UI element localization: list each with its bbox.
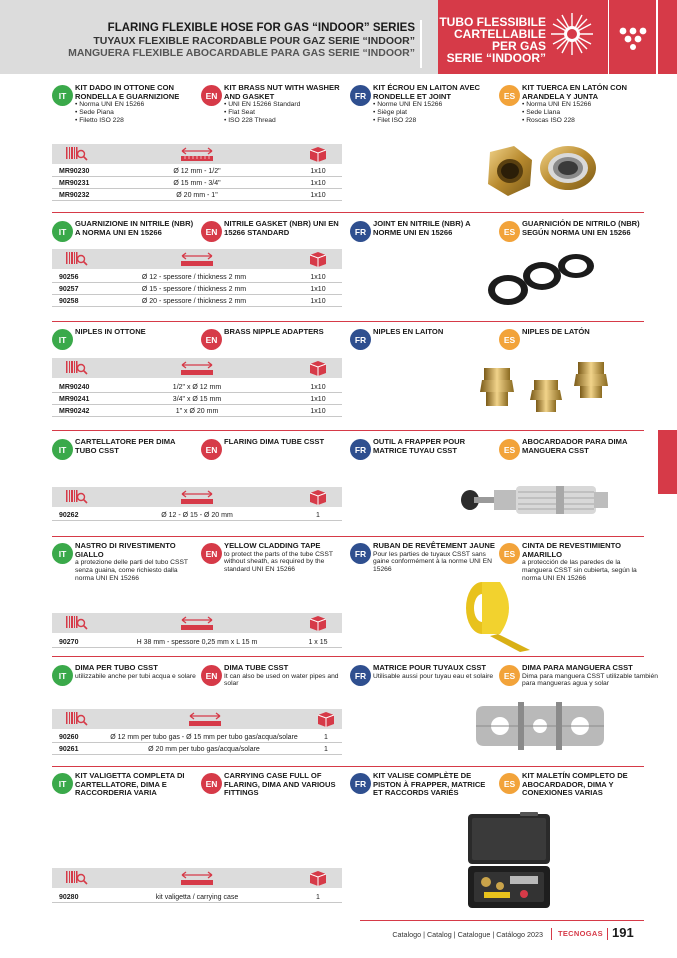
nitrile-gasket-image bbox=[482, 250, 600, 312]
sec4-title-it: CARTELLATORE PER DIMA TUBO CSST bbox=[75, 437, 176, 455]
page-number: 191 bbox=[612, 925, 634, 940]
sec4-lang-en bbox=[201, 438, 346, 460]
sec6-lang-it bbox=[52, 664, 197, 686]
table-row: 90261 Ø 20 mm per tubo gas/acqua/solare 1 bbox=[52, 744, 342, 755]
page-footer bbox=[0, 924, 677, 944]
measure-icon bbox=[180, 146, 214, 162]
barcode-icon bbox=[66, 615, 88, 631]
sec2-lang-es bbox=[499, 220, 644, 242]
measure-icon bbox=[180, 615, 214, 631]
header-titles bbox=[68, 22, 415, 60]
lang-badge-es: ES bbox=[499, 329, 520, 350]
sec6-text-es: Dima para manguera CSST utilizable también para mangueras agua y solar bbox=[522, 672, 658, 688]
measure-icon bbox=[180, 489, 214, 505]
measure-icon bbox=[180, 251, 214, 267]
sec5-lang-it bbox=[52, 542, 197, 582]
sec4-title-en: FLARING DIMA TUBE CSST bbox=[224, 437, 325, 446]
sec2-lang-fr bbox=[350, 220, 495, 242]
sec1-lang-it bbox=[52, 84, 197, 124]
lang-badge-en: EN bbox=[201, 329, 222, 350]
sec2-title-en: NITRILE GASKET (NBR) UNI EN 15266 STANDARD bbox=[224, 219, 339, 237]
measure-icon bbox=[188, 711, 222, 727]
lang-badge-es: ES bbox=[499, 85, 520, 106]
sec3-lang-es bbox=[499, 328, 644, 350]
sec1-lang-en bbox=[201, 84, 346, 124]
footer-catalog-label: Catalogo | Catalog | Catalogue | Catálogo 2023 bbox=[392, 930, 543, 939]
sec7-lang-en bbox=[201, 772, 346, 798]
sec1-title-it: KIT DADO IN OTTONE CON RONDELLA E GUARNIZIONE bbox=[75, 83, 180, 101]
sec1-bullets-en: • UNI EN 15266 Standard • Flat Seat • ISO 228 Thread bbox=[224, 101, 346, 124]
sec7-lang-fr bbox=[350, 772, 495, 798]
sec5-lang-en bbox=[201, 542, 346, 574]
barcode-icon bbox=[66, 711, 88, 727]
footer-brand: TECNOGAS bbox=[558, 929, 603, 938]
lang-badge-it: IT bbox=[52, 85, 73, 106]
sec5-text-en: to protect the parts of the tube CSST without sheath, as required by the standard UNI EN 15266 bbox=[224, 550, 333, 574]
sec3-table-header bbox=[52, 358, 342, 378]
lang-badge-fr: FR bbox=[350, 665, 371, 686]
header-category-label: TUBO FLESSIBILE CARTELLABILE PER GAS SERIE “INDOOR” bbox=[439, 15, 546, 65]
lang-badge-it: IT bbox=[52, 329, 73, 350]
sec3-title-en: BRASS NIPPLE ADAPTERS bbox=[224, 327, 324, 336]
sec5-table-header bbox=[52, 613, 342, 633]
lang-badge-es: ES bbox=[499, 439, 520, 460]
sec4-lang-fr bbox=[350, 438, 495, 460]
header-title-fr: TUYAUX FLEXIBLE RACORDABLE POUR GAZ SERIE “INDOOR” bbox=[93, 34, 415, 47]
sec5-title-it: NASTRO DI RIVESTIMENTO GIALLO bbox=[75, 541, 176, 559]
sec5-title-es: CINTA DE REVESTIMIENTO AMARILLO bbox=[522, 541, 622, 559]
sec6-table-header bbox=[52, 709, 342, 729]
section-divider bbox=[52, 321, 644, 322]
sec6-lang-fr bbox=[350, 664, 495, 686]
sec1-title-es: KIT TUERCA EN LATÓN CON ARANDELA Y JUNTA bbox=[522, 83, 628, 101]
sec5-text-fr: Pour les parties de tuyaux CSST sans gaine conformément à la norme UNI EN 15266 bbox=[373, 550, 492, 574]
brass-nut-kit-image bbox=[470, 140, 610, 206]
sec4-table-header bbox=[52, 487, 342, 507]
section-divider bbox=[52, 212, 644, 213]
sec1-title-fr: KIT ÉCROU EN LAITON AVEC RONDELLE ET JOINT bbox=[373, 83, 481, 101]
table-row: MR90240 1/2" x Ø 12 mm 1x10 bbox=[52, 382, 342, 393]
flaring-tool-image bbox=[456, 478, 612, 528]
lang-badge-en: EN bbox=[201, 85, 222, 106]
section-divider bbox=[52, 766, 644, 767]
lang-badge-it: IT bbox=[52, 773, 73, 794]
sec3-title-it: NIPLES IN OTTONE bbox=[75, 327, 146, 336]
sec5-title-fr: RUBAN DE REVÊTEMENT JAUNE bbox=[373, 541, 495, 550]
sec6-text-fr: Utilisable aussi pour tuyau eau et solaire bbox=[373, 672, 494, 680]
table-row: 90280 kit valigetta / carrying case 1 bbox=[52, 892, 342, 903]
sec4-lang-it bbox=[52, 438, 197, 460]
sec2-title-it: GUARNIZIONE IN NITRILE (NBR) A NORMA UNI EN 15266 bbox=[75, 219, 194, 237]
measure-icon bbox=[180, 360, 214, 376]
lang-badge-fr: FR bbox=[350, 439, 371, 460]
lang-badge-en: EN bbox=[201, 665, 222, 686]
sec6-title-es: DIMA PARA MANGUERA CSST bbox=[522, 663, 633, 672]
sec5-text-it: a protezione delle parti del tubo CSST senza guaina, come richiesto dalla norma UNI EN 15266 bbox=[75, 559, 188, 582]
lang-badge-it: IT bbox=[52, 665, 73, 686]
sec7-title-fr: KIT VALISE COMPLÈTE DE PISTON À FRAPPER, MATRICE ET RACCORDS VARIÉS bbox=[373, 771, 486, 797]
sec4-title-fr: OUTIL A FRAPPER POUR MATRICE TUYAU CSST bbox=[373, 437, 466, 455]
sec1-title-en: KIT BRASS NUT WITH WASHER AND GASKET bbox=[224, 83, 340, 101]
barcode-icon bbox=[66, 489, 88, 505]
sec1-bullets-fr: • Norme UNI EN 15266 • Siège plat • Filet ISO 228 bbox=[373, 101, 495, 124]
lang-badge-fr: FR bbox=[350, 329, 371, 350]
sec1-table-header bbox=[52, 144, 342, 164]
flame-burst-icon bbox=[549, 11, 595, 57]
chapter-side-tab bbox=[658, 430, 677, 494]
sec7-title-es: KIT MALETÍN COMPLETO DE ABOCARDADOR, DIMA Y CONEXIONES VARIAS bbox=[522, 771, 628, 797]
sec6-text-en: It can also be used on water pipes and solar bbox=[224, 672, 339, 688]
barcode-icon bbox=[66, 251, 88, 267]
package-icon bbox=[308, 489, 328, 505]
lang-badge-en: EN bbox=[201, 543, 222, 564]
table-row: MR90242 1" x Ø 20 mm 1x10 bbox=[52, 406, 342, 417]
sec5-lang-es bbox=[499, 542, 644, 582]
sec4-title-es: ABOCARDADOR PARA DIMA MANGUERA CSST bbox=[522, 437, 628, 455]
lang-badge-it: IT bbox=[52, 543, 73, 564]
lang-badge-fr: FR bbox=[350, 543, 371, 564]
sec2-title-fr: JOINT EN NITRILE (NBR) A NORME UNI EN 15266 bbox=[373, 219, 471, 237]
sec6-lang-es bbox=[499, 664, 667, 688]
sec3-lang-it bbox=[52, 328, 197, 350]
sec7-lang-es bbox=[499, 772, 644, 798]
header-title-es: MANGUERA FLEXIBLE ABOCARDABLE PARA GAS SERIE “INDOOR” bbox=[68, 47, 415, 59]
sec1-lang-fr bbox=[350, 84, 495, 124]
table-row: 90257 Ø 15 - spessore / thickness 2 mm 1x10 bbox=[52, 284, 342, 295]
table-row: MR90241 3/4" x Ø 15 mm 1x10 bbox=[52, 394, 342, 405]
sec6-title-it: DIMA PER TUBO CSST bbox=[75, 663, 158, 672]
lang-badge-es: ES bbox=[499, 543, 520, 564]
table-row: 90270 H 38 mm - spessore 0,25 mm x L 15 m 1 x 15 bbox=[52, 637, 342, 648]
package-icon bbox=[308, 146, 328, 162]
table-row: 90258 Ø 20 - spessore / thickness 2 mm 1x10 bbox=[52, 296, 342, 307]
flaring-dima-image bbox=[470, 700, 610, 752]
brass-nipple-image bbox=[478, 358, 614, 418]
carrying-case-image bbox=[466, 810, 552, 912]
header-divider bbox=[420, 20, 422, 68]
header-title-en: FLARING FLEXIBLE HOSE FOR GAS “INDOOR” SERIES bbox=[107, 22, 415, 34]
table-row: MR90231 Ø 15 mm - 3/4" 1x10 bbox=[52, 178, 342, 189]
sec3-title-fr: NIPLES EN LAITON bbox=[373, 327, 444, 336]
lang-badge-en: EN bbox=[201, 439, 222, 460]
package-icon bbox=[308, 615, 328, 631]
sec1-lang-es bbox=[499, 84, 644, 124]
sec4-lang-es bbox=[499, 438, 644, 460]
section-divider bbox=[52, 536, 644, 537]
barcode-icon bbox=[66, 870, 88, 886]
sec7-lang-it bbox=[52, 772, 197, 798]
sec6-lang-en bbox=[201, 664, 346, 688]
sec2-table-header bbox=[52, 249, 342, 269]
sec1-bullets-it: • Norma UNI EN 15266 • Sede Piana • Filetto ISO 228 bbox=[75, 101, 197, 124]
sec2-title-es: GUARNICIÓN DE NITRILO (NBR) SEGÚN NORMA UNI EN 15266 bbox=[522, 219, 640, 237]
lang-badge-en: EN bbox=[201, 773, 222, 794]
table-row: 90256 Ø 12 - spessore / thickness 2 mm 1x10 bbox=[52, 272, 342, 283]
sec2-lang-it bbox=[52, 220, 197, 242]
lang-badge-en: EN bbox=[201, 221, 222, 242]
lang-badge-fr: FR bbox=[350, 85, 371, 106]
section-divider bbox=[52, 430, 644, 431]
barcode-icon bbox=[66, 146, 88, 162]
footer-line bbox=[360, 920, 644, 921]
sec2-lang-en bbox=[201, 220, 346, 242]
package-icon bbox=[308, 251, 328, 267]
sec3-lang-fr bbox=[350, 328, 495, 350]
table-row: MR90232 Ø 20 mm - 1" 1x10 bbox=[52, 190, 342, 201]
barcode-icon bbox=[66, 360, 88, 376]
header-edge-tab bbox=[658, 0, 677, 74]
lang-badge-it: IT bbox=[52, 221, 73, 242]
sec7-table-header bbox=[52, 868, 342, 888]
package-icon bbox=[308, 360, 328, 376]
package-icon bbox=[308, 870, 328, 886]
sec3-lang-en bbox=[201, 328, 346, 350]
sec7-title-en: CARRYING CASE FULL OF FLARING, DIMA AND VARIOUS FITTINGS bbox=[224, 771, 336, 797]
package-icon bbox=[316, 711, 336, 727]
table-row: 90260 Ø 12 mm per tubo gas - Ø 15 mm per tubo gas/acqua/solare 1 bbox=[52, 732, 342, 743]
sec5-title-en: YELLOW CLADDING TAPE bbox=[224, 541, 321, 550]
lang-badge-fr: FR bbox=[350, 221, 371, 242]
footer-divider bbox=[551, 928, 552, 940]
lang-badge-es: ES bbox=[499, 221, 520, 242]
sec5-text-es: a protección de las paredes de la manguera CSST sin cubierta, según la norma UNI EN 15266 bbox=[522, 559, 637, 582]
sec3-title-es: NIPLES DE LATÓN bbox=[522, 327, 590, 336]
table-row: 90262 Ø 12 - Ø 15 - Ø 20 mm 1 bbox=[52, 510, 342, 521]
lang-badge-fr: FR bbox=[350, 773, 371, 794]
yellow-tape-image bbox=[460, 578, 532, 652]
sec1-bullets-es: • Norma UNI EN 15266 • Sede Llana • Roscas ISO 228 bbox=[522, 101, 644, 124]
lang-badge-es: ES bbox=[499, 773, 520, 794]
sec6-title-fr: MATRICE POUR TUYAUX CSST bbox=[373, 663, 487, 672]
lang-badge-it: IT bbox=[52, 439, 73, 460]
footer-divider bbox=[607, 928, 608, 940]
sec6-text-it: utilizzabile anche per tubi acqua e solare bbox=[75, 672, 196, 680]
sec5-lang-fr bbox=[350, 542, 495, 574]
measure-icon bbox=[180, 870, 214, 886]
section-divider bbox=[52, 656, 644, 657]
sec7-title-it: KIT VALIGETTA COMPLETA DI CARTELLATORE, DIMA E RACCORDERIA VARIA bbox=[75, 771, 185, 797]
dots-logo-icon bbox=[618, 26, 648, 50]
lang-badge-es: ES bbox=[499, 665, 520, 686]
table-row: MR90230 Ø 12 mm - 1/2" 1x10 bbox=[52, 166, 342, 177]
sec6-title-en: DIMA TUBE CSST bbox=[224, 663, 289, 672]
